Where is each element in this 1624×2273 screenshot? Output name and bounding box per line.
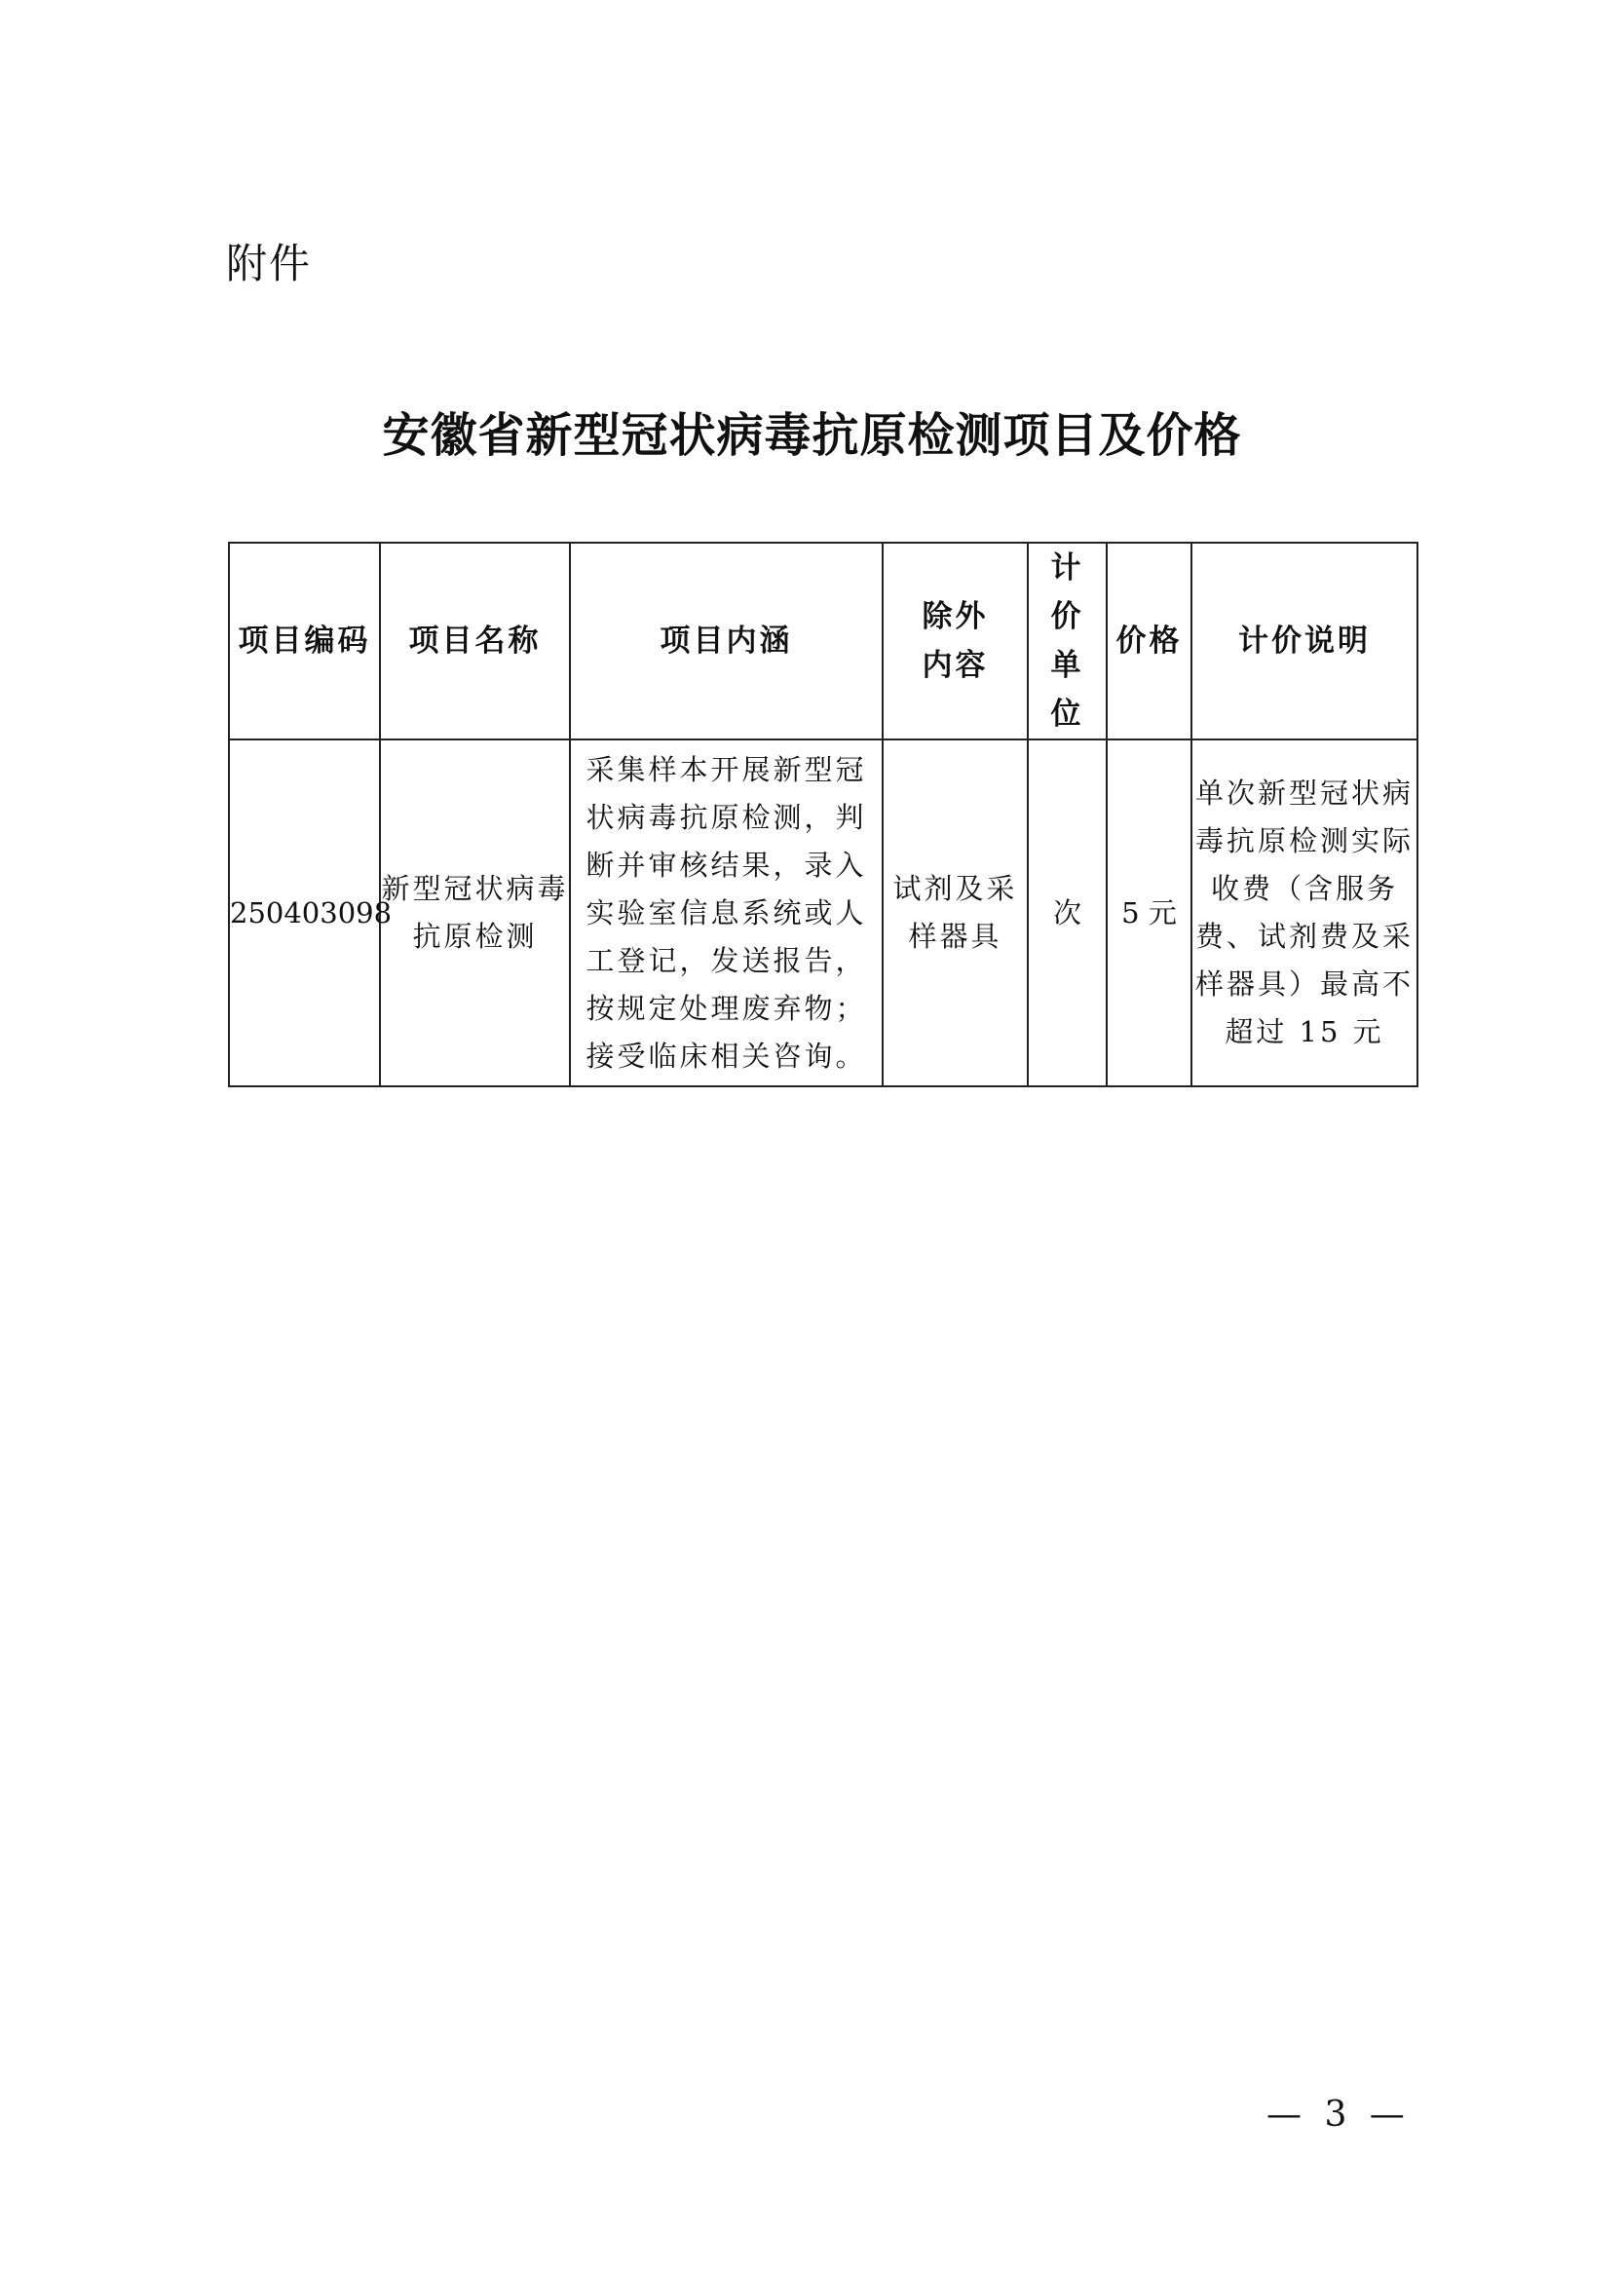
page-number: — 3 —: [1266, 2095, 1411, 2135]
cell-excluded: 试剂及采样器具: [883, 739, 1028, 1086]
cell-code: 250403098: [229, 739, 380, 1086]
header-notes: 计价说明: [1191, 543, 1417, 739]
cell-unit: 次: [1028, 739, 1107, 1086]
document-title: 安徽省新型冠状病毒抗原检测项目及价格: [382, 408, 1242, 463]
header-excluded: 除外内容: [883, 543, 1028, 739]
header-unit: 计价单位: [1028, 543, 1107, 739]
cell-price: 5 元: [1107, 739, 1191, 1086]
header-code: 项目编码: [229, 543, 380, 739]
table-header-row: [229, 543, 1417, 739]
cell-content: 采集样本开展新型冠状病毒抗原检测，判断并审核结果，录入实验室信息系统或人工登记，发送报告，按规定处理废弃物；接受临床相关咨询。: [570, 739, 883, 1086]
header-price: 价格: [1107, 543, 1191, 739]
table-row: [229, 739, 1417, 1086]
cell-name: 新型冠状病毒抗原检测: [380, 739, 570, 1086]
price-table: [228, 542, 1418, 1087]
cell-notes: 单次新型冠状病毒抗原检测实际收费（含服务费、试剂费及采样器具）最高不超过 15 元: [1191, 739, 1417, 1086]
attachment-label: 附件: [226, 240, 313, 287]
header-name: 项目名称: [380, 543, 570, 739]
header-content: 项目内涵: [570, 543, 883, 739]
